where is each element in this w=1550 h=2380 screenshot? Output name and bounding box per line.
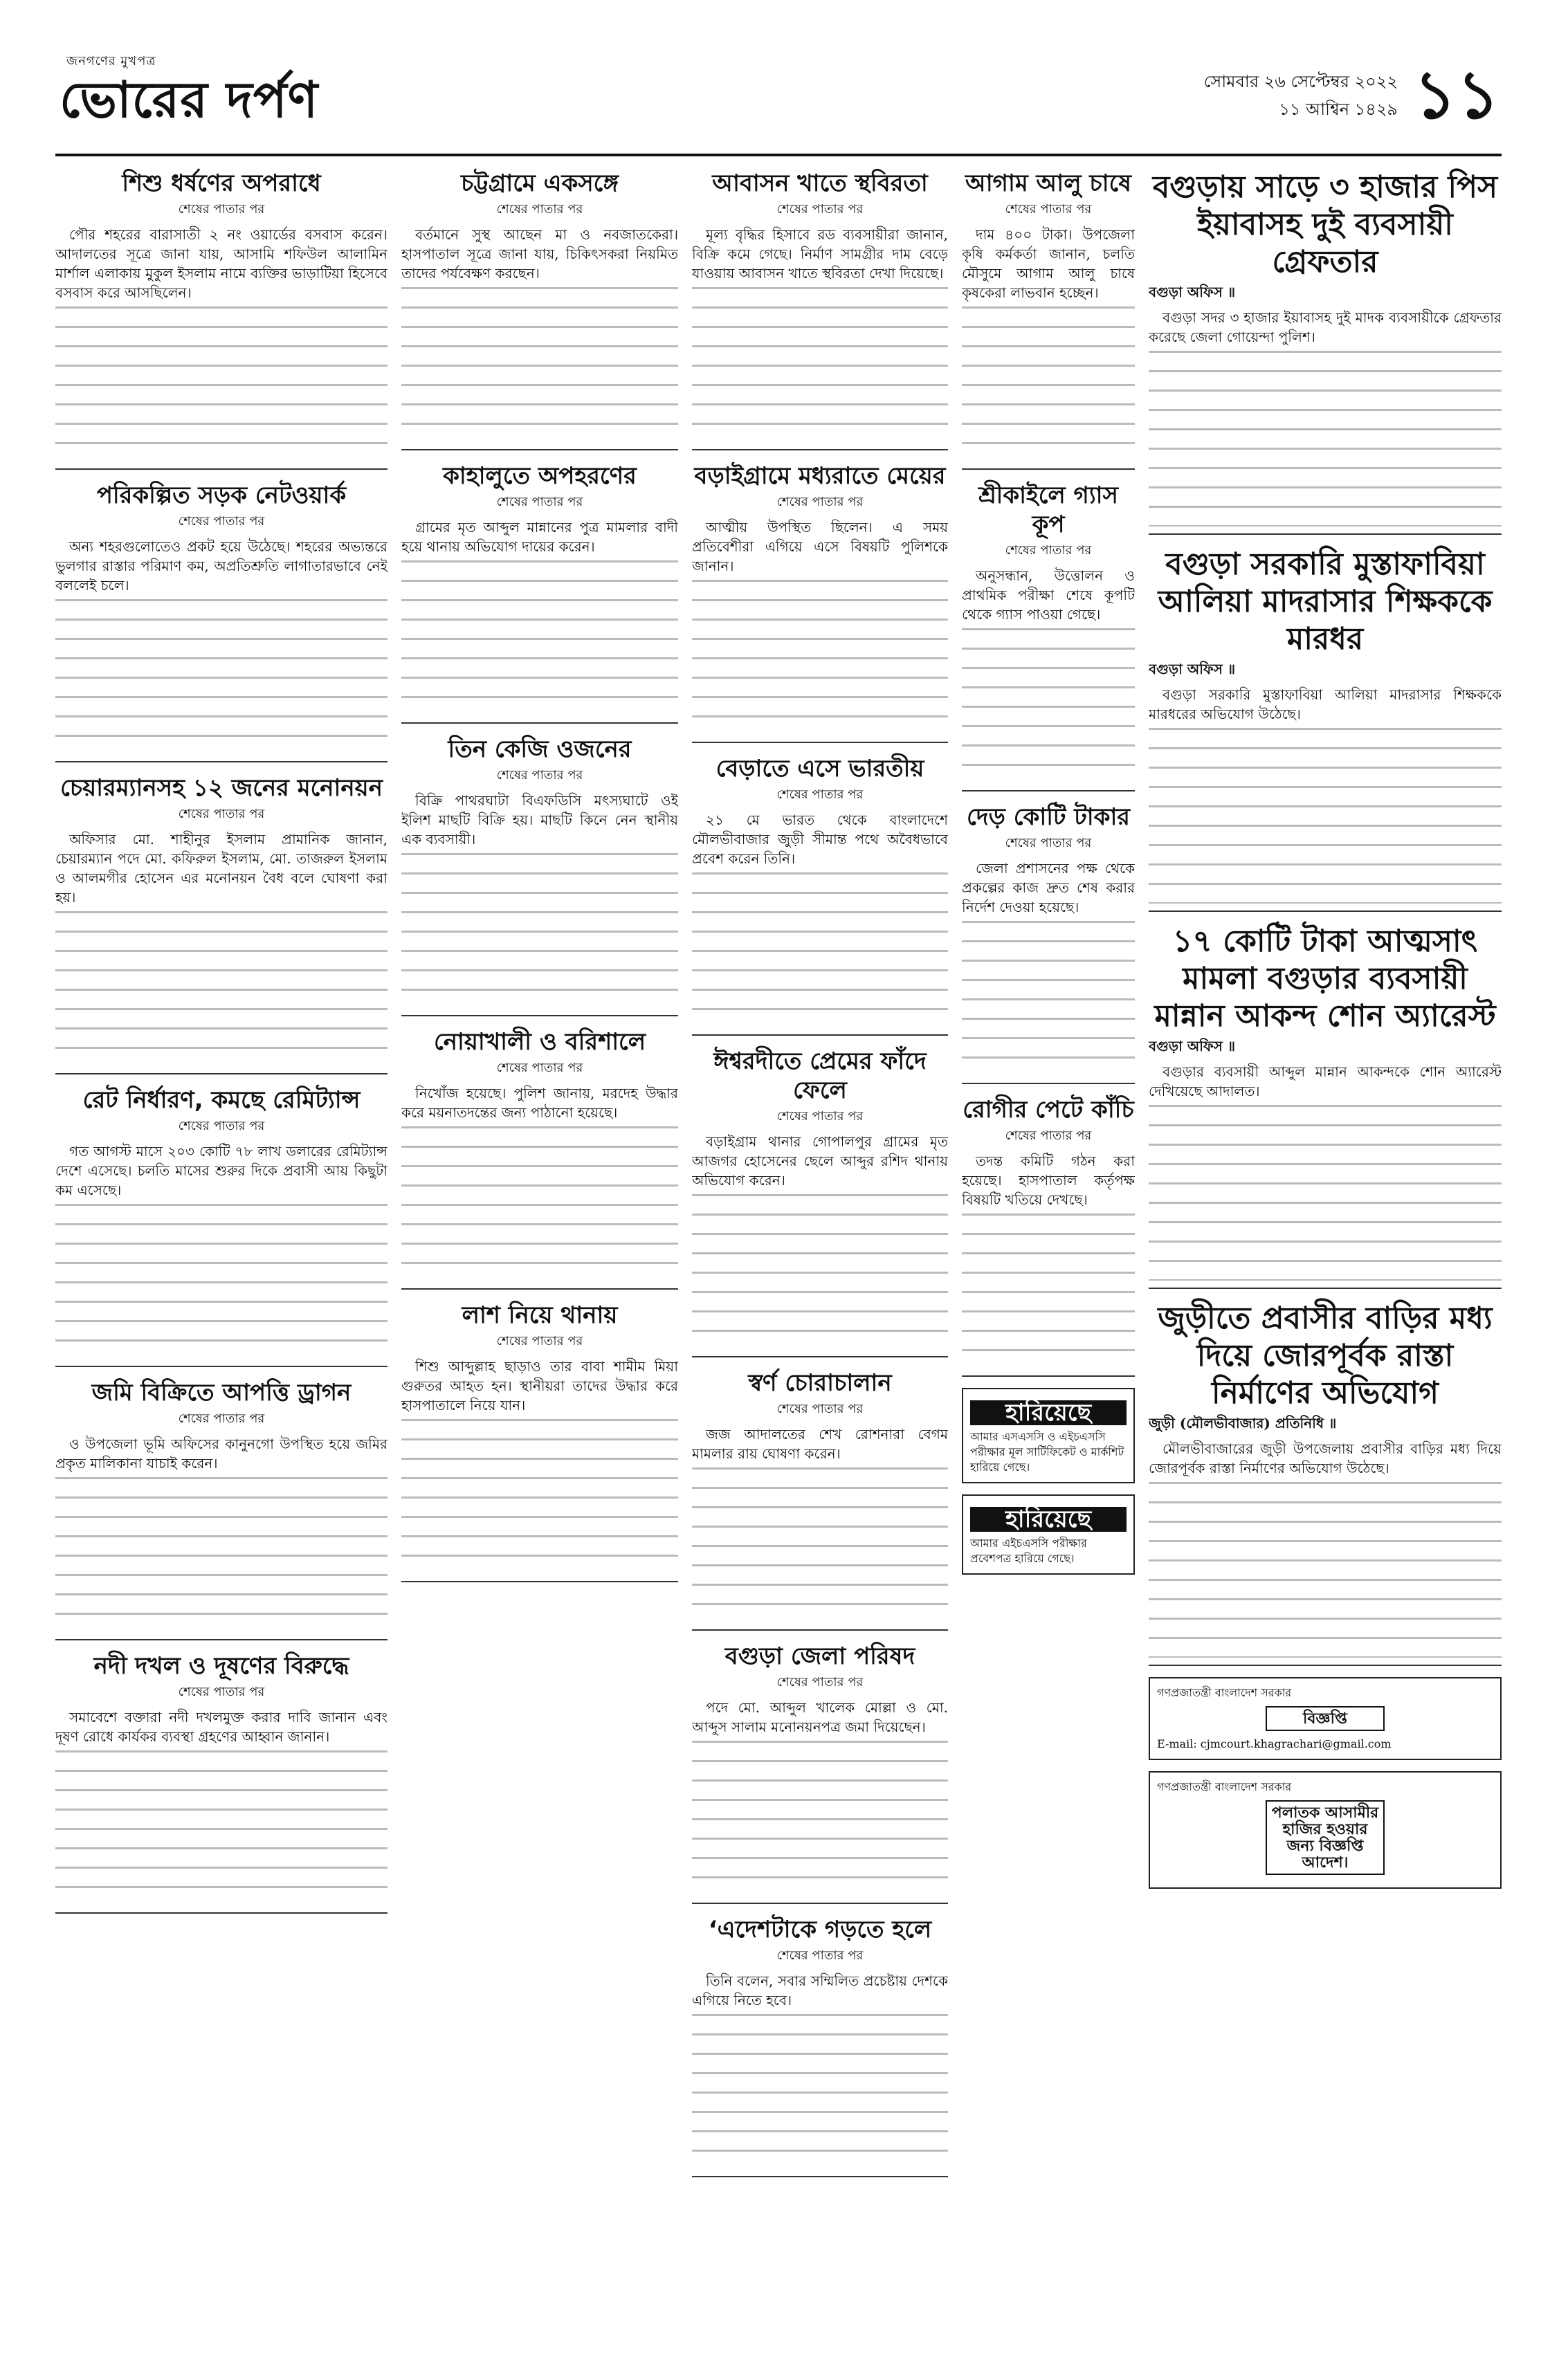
news-story xyxy=(55,1651,388,1914)
story-body: ও উপজেলা ভূমি অফিসের কানুনগো উপস্থিত হয়ে জমির প্রকৃত মালিকানা যাচাই করেন। xyxy=(55,1436,388,1472)
story-text-lines xyxy=(962,1209,1135,1368)
story-jump-line: শেষের পাতার পর xyxy=(776,1402,864,1416)
ad-heading: গণপ্রজাতন্ত্রী বাংলাদেশ সরকার xyxy=(1157,1780,1292,1793)
story-headline: কাহালুতে অপহরণের xyxy=(443,462,637,490)
story-jump-line: শেষের পাতার পর xyxy=(178,202,265,217)
story-body: পদে মো. আব্দুল খালেক মোল্লা ও মো. আব্দুস সালাম মনোনয়নপত্র জমা দিয়েছেন। xyxy=(692,1699,948,1735)
news-story xyxy=(962,803,1135,1084)
news-story xyxy=(692,1642,948,1904)
story-headline: পরিকল্পিত সড়ক নেটওয়ার্ক xyxy=(96,482,347,509)
story-byline: বগুড়া অফিস ॥ xyxy=(1149,1038,1236,1054)
news-story xyxy=(692,1368,948,1631)
story-body: বগুড়ার ব্যবসায়ী আব্দুল মান্নান আকন্দকে শোন অ্যারেস্ট দেখিয়েছে আদালত। xyxy=(1149,1063,1502,1099)
column-2 xyxy=(401,166,678,2318)
news-story xyxy=(1149,923,1502,1289)
story-text-lines xyxy=(55,302,388,461)
news-story xyxy=(401,1027,678,1290)
story-headline: রোগীর পেটে কাঁচি xyxy=(963,1096,1134,1124)
story-body: জেলা প্রশাসনের পক্ষ থেকে প্রকল্পের কাজ দ্রুত শেষ করার নির্দেশ দেওয়া হয়েছে। xyxy=(962,860,1135,915)
story-text-lines xyxy=(55,1200,388,1359)
story-body: নিখোঁজ হয়েছে। পুলিশ জানায়, মরদেহ উদ্ধার করে ময়নাতদন্তের জন্য পাঠানো হয়েছে। xyxy=(401,1085,678,1121)
story-headline: তিন কেজি ওজনের xyxy=(448,735,632,763)
news-story xyxy=(55,481,388,762)
news-story xyxy=(692,1915,948,2177)
story-body: গত আগস্ট মাসে ২০৩ কোটি ৭৮ লাখ ডলারের রেমিট্যান্স দেশে এসেছে। চলতি মাসের শুরুর দিকে প্রবাসী আয় কিছুটা কম এসেছে। xyxy=(55,1143,388,1198)
story-body: অফিসার মো. শাহীনুর ইসলাম প্রামানিক জানান, চেয়ারম্যান পদে মো. কফিরুল ইসলাম, মো. তাজরুল ইসলাম ও আলমগীর হোসেন এর মনোনয়ন বৈধ বলে ঘোষণা করা হয়। xyxy=(55,831,388,906)
story-jump-line: শেষের পাতার পর xyxy=(776,495,864,509)
classified-ad xyxy=(1149,1677,1502,1760)
story-text-lines xyxy=(401,556,678,715)
dateline xyxy=(1204,68,1398,123)
story-body: ২১ মে ভারত থেকে বাংলাদেশে মৌলভীবাজার জুড়ী সীমান্ত পথে অবৈধভাবে প্রবেশ করেন তিনি। xyxy=(692,812,948,867)
story-text-lines xyxy=(692,868,948,1027)
story-jump-line: শেষের পাতার পর xyxy=(776,1109,864,1124)
story-body: মৌলভীবাজারের জুড়ী উপজেলায় প্রবাসীর বাড়ির মধ্য দিয়ে জোরপূর্বক রাস্তা নির্মাণের অভিযোগ উঠেছে। xyxy=(1149,1440,1502,1476)
story-body: বর্তমানে সুস্থ আছেন মা ও নবজাতকেরা। হাসপাতাল সূত্রে জানা যায়, চিকিৎসকরা নিয়মিত তাদের পর্যবেক্ষণ করছেন। xyxy=(401,226,678,282)
ad-notice: বিজ্ঞপ্তি xyxy=(1266,1706,1385,1731)
classified-ad xyxy=(962,1494,1135,1575)
story-jump-line: শেষের পাতার পর xyxy=(1005,202,1092,217)
story-jump-line: শেষের পাতার পর xyxy=(496,495,583,509)
story-headline: বড়াইগ্রামে মধ্যরাতে মেয়ের xyxy=(694,462,946,490)
story-text-lines xyxy=(1149,724,1502,904)
news-story xyxy=(1149,546,1502,912)
ad-email: E-mail: cjmcourt.khagrachari@gmail.com xyxy=(1157,1737,1392,1750)
classified-ad xyxy=(962,1388,1135,1483)
masthead xyxy=(55,50,1502,156)
ad-text: আমার এসএসসি ও এইচএসসি পরীক্ষার মূল সার্টিফিকেট ও মার্কশিট হারিয়ে গেছে। xyxy=(970,1430,1124,1474)
story-jump-line: শেষের পাতার পর xyxy=(1005,543,1092,558)
story-body: তদন্ত কমিটি গঠন করা হয়েছে। হাসপাতাল কর্তৃপক্ষ বিষয়টি খতিয়ে দেখছে। xyxy=(962,1153,1135,1208)
story-jump-line: শেষের পাতার পর xyxy=(178,1119,265,1133)
story-text-lines xyxy=(692,1737,948,1896)
story-text-lines xyxy=(692,2010,948,2169)
news-story xyxy=(401,1301,678,1582)
story-body: পৌর শহরের বারাসাতী ২ নং ওয়ার্ডের বসবাস করেন। আদালতের সূত্রে জানা যায়, আসামি শফিউল আলামিন মার্শাল এলাকায় মুকুল ইসলাম নামে ব্যক্তির ভাড়াটিয়া হিসেবে বসবাস করে আসছিলেন। xyxy=(55,226,388,301)
story-text-lines xyxy=(1149,1478,1502,1658)
column-3 xyxy=(692,166,948,2318)
story-body: মূল্য বৃদ্ধির হিসাবে রড ব্যবসায়ীরা জানান, বিক্রি কমে গেছে। নির্মাণ সামগ্রীর দাম বেড়ে যাওয়ায় আবাসন খাতে স্থবিরতা দেখা দিয়েছে। xyxy=(692,226,948,282)
story-body: জজ আদালতের শেখ রোশনারা বেগম মামলার রায় ঘোষণা করেন। xyxy=(692,1426,948,1462)
date-line-2: ১১ আশ্বিন ১৪২৯ xyxy=(1279,100,1398,119)
story-jump-line: শেষের পাতার পর xyxy=(496,1334,583,1348)
story-jump-line: শেষের পাতার পর xyxy=(496,1061,583,1075)
story-body: বিক্রি পাথরঘাটা বিএফডিসি মৎস্যঘাটে ওই ইলিশ মাছটি বিক্রি হয়। মাছটি কিনে নেন স্থানীয় এক ব্যবসায়ী। xyxy=(401,792,678,848)
ad-notice: পলাতক আসামীর হাজির হওয়ার জন্য বিজ্ঞপ্তি আদেশ। xyxy=(1266,1800,1385,1875)
story-body: দাম ৪০০ টাকা। উপজেলা কৃষি কর্মকর্তা জানান, চলতি মৌসুমে আগাম আলু চাষে কৃষকেরা লাভবান হচ্ছেন। xyxy=(962,226,1135,301)
story-headline: দেড় কোটি টাকার xyxy=(966,803,1131,831)
story-text-lines xyxy=(55,1473,388,1632)
news-story xyxy=(692,461,948,743)
story-jump-line: শেষের পাতার পর xyxy=(776,787,864,802)
news-story xyxy=(55,1086,388,1367)
news-story xyxy=(692,169,948,450)
story-body: বড়াইগ্রাম থানার গোপালপুর গ্রামের মৃত আজগর হোসেনের ছেলে আব্দুর রশিদ থানায় অভিযোগ করেন। xyxy=(692,1133,948,1189)
story-headline: বেড়াতে এসে ভারতীয় xyxy=(715,755,924,782)
story-text-lines xyxy=(401,1415,678,1574)
story-headline: শিশু ধর্ষণের অপরাধে xyxy=(122,170,321,197)
story-headline: চট্টগ্রামে একসঙ্গে xyxy=(461,170,619,197)
news-story xyxy=(692,1047,948,1357)
story-text-lines xyxy=(55,907,388,1066)
story-headline: স্বর্ণ চোরাচালান xyxy=(748,1369,892,1397)
story-jump-line: শেষের পাতার পর xyxy=(776,202,864,217)
story-headline: ১৭ কোটি টাকা আত্মসাৎ মামলা বগুড়ার ব্যবসায়ী মান্নান আকন্দ শোন অ্যারেস্ট xyxy=(1154,924,1496,1034)
story-byline: জুড়ী (মৌলভীবাজার) প্রতিনিধি ॥ xyxy=(1149,1415,1337,1431)
news-story xyxy=(55,1378,388,1640)
story-headline: লাশ নিয়ে থানায় xyxy=(462,1301,618,1329)
story-headline: শ্রীকাইলে গ্যাস কূপ xyxy=(978,482,1118,538)
story-text-lines xyxy=(55,595,388,754)
news-story xyxy=(962,481,1135,791)
story-headline: ঈশ্বরদীতে প্রেমের ফাঁদে ফেলে xyxy=(713,1047,927,1104)
story-byline: বগুড়া অফিস ॥ xyxy=(1149,661,1236,677)
news-story xyxy=(401,461,678,724)
story-headline: নদী দখল ও দূষণের বিরুদ্ধে xyxy=(93,1652,349,1680)
story-headline: চেয়ারম্যানসহ ১২ জনের মনোনয়ন xyxy=(60,774,383,802)
news-story xyxy=(962,169,1135,470)
story-headline: জমি বিক্রিতে আপত্তি ড্রাগন xyxy=(91,1379,352,1407)
news-story xyxy=(1149,1300,1502,1666)
column-5 xyxy=(1149,166,1502,2318)
column-4 xyxy=(962,166,1135,2318)
story-text-lines xyxy=(962,624,1135,783)
story-headline: রেট নির্ধারণ, কমছে রেমিট্যান্স xyxy=(82,1086,361,1114)
story-headline: বগুড়া সরকারি মুস্তাফাবিয়া আলিয়া মাদরাসার শিক্ষককে মারধর xyxy=(1158,547,1493,657)
news-story xyxy=(401,169,678,450)
story-body: বগুড়া সরকারি মুস্তাফাবিয়া আলিয়া মাদরাসার শিক্ষককে মারধরের অভিযোগ উঠেছে। xyxy=(1149,686,1502,722)
story-jump-line: শেষের পাতার পর xyxy=(178,514,265,529)
news-story xyxy=(692,754,948,1036)
story-jump-line: শেষের পাতার পর xyxy=(1005,836,1092,850)
news-story xyxy=(401,735,678,1016)
story-body: সমাবেশে বক্তারা নদী দখলমুক্ত করার দাবি জানান এবং দূষণ রোধে কার্যকর ব্যবস্থা গ্রহণের আহ্বান জানান। xyxy=(55,1709,388,1745)
story-text-lines xyxy=(1149,1101,1502,1281)
story-text-lines xyxy=(401,283,678,442)
ad-heading: গণপ্রজাতন্ত্রী বাংলাদেশ সরকার xyxy=(1157,1686,1292,1699)
story-text-lines xyxy=(692,283,948,442)
story-body: আত্মীয় উপস্থিত ছিলেন। এ সময় প্রতিবেশীরা এগিয়ে এসে বিষয়টি পুলিশকে জানান। xyxy=(692,519,948,574)
story-jump-line: শেষের পাতার পর xyxy=(496,768,583,782)
story-body: শিশু আব্দুল্লাহ ছাড়াও তার বাবা শামীম মিয়া গুরুতর আহত হন। স্থানীয়রা তাদের উদ্ধার করে হাসপাতালে নিয়ে যান। xyxy=(401,1358,678,1413)
story-body: অনুসন্ধান, উত্তোলন ও প্রাথমিক পরীক্ষা শেষে কূপটি থেকে গ্যাস পাওয়া গেছে। xyxy=(962,567,1135,623)
column-1 xyxy=(55,166,388,2318)
ad-title: হারিয়েছে xyxy=(970,1507,1127,1532)
story-body: বগুড়া সদর ৩ হাজার ইয়াবাসহ দুই মাদক ব্যবসায়ীকে গ্রেফতার করেছে জেলা গোয়েন্দা পুলিশ। xyxy=(1149,309,1502,345)
story-jump-line: শেষের পাতার পর xyxy=(178,807,265,821)
story-body: গ্রামের মৃত আব্দুল মান্নানের পুত্র মামলার বাদী হয়ে থানায় অভিযোগ দায়ের করেন। xyxy=(401,519,678,555)
newspaper-logo xyxy=(60,54,319,145)
page-number: ১১ xyxy=(1413,56,1500,134)
story-headline: ‘এদেশটাকে গড়তে হলে xyxy=(708,1916,932,1943)
story-text-lines xyxy=(55,1746,388,1905)
story-headline: বগুড়া জেলা পরিষদ xyxy=(724,1642,915,1670)
story-jump-line: শেষের পাতার পর xyxy=(496,202,583,217)
story-body: অন্য শহরগুলোতেও প্রকট হয়ে উঠেছে। শহরের অভ্যন্তরে ভুলগার রাস্তার পরিমাণ কম, অপ্রতিশ্রুতি লাগাতারভাবে নেই বললেই চলে। xyxy=(55,538,388,594)
story-jump-line: শেষের পাতার পর xyxy=(178,1685,265,1699)
story-byline: বগুড়া অফিস ॥ xyxy=(1149,284,1236,300)
story-jump-line: শেষের পাতার পর xyxy=(178,1411,265,1426)
story-text-lines xyxy=(962,917,1135,1076)
date-line-1: সোমবার ২৬ সেপ্টেম্বর ২০২২ xyxy=(1203,72,1398,91)
story-headline: আগাম আলু চাষে xyxy=(965,170,1131,197)
story-text-lines xyxy=(692,1190,948,1349)
story-text-lines xyxy=(692,576,948,735)
news-story xyxy=(55,774,388,1074)
ad-text: আমার এইচএসসি পরীক্ষার প্রবেশপত্র হারিয়ে গেছে। xyxy=(970,1537,1087,1565)
story-headline: নোয়াখালী ও বরিশালে xyxy=(433,1028,646,1056)
story-jump-line: শেষের পাতার পর xyxy=(1005,1128,1092,1143)
story-body: তিনি বলেন, সবার সম্মিলিত প্রচেষ্টায় দেশকে এগিয়ে নিতে হবে। xyxy=(692,1972,948,2008)
classified-ad xyxy=(1149,1771,1502,1889)
news-story xyxy=(1149,169,1502,535)
story-text-lines xyxy=(962,302,1135,461)
story-text-lines xyxy=(401,849,678,1008)
story-text-lines xyxy=(401,1122,678,1281)
story-jump-line: শেষের পাতার পর xyxy=(776,1675,864,1690)
logo-text: ভোরের দর্পণ xyxy=(60,71,319,129)
story-headline: বগুড়ায় সাড়ে ৩ হাজার পিস ইয়াবাসহ দুই ব্যবসায়ী গ্রেফতার xyxy=(1152,170,1498,280)
story-text-lines xyxy=(692,1463,948,1622)
story-jump-line: শেষের পাতার পর xyxy=(776,1948,864,1963)
story-headline: আবাসন খাতে স্থবিরতা xyxy=(712,170,928,197)
story-text-lines xyxy=(1149,347,1502,527)
news-story xyxy=(962,1095,1135,1377)
tagline: জনগণের মুখপত্র xyxy=(66,54,156,68)
story-headline: জুড়ীতে প্রবাসীর বাড়ির মধ্য দিয়ে জোরপূর্বক রাস্তা নির্মাণের অভিযোগ xyxy=(1158,1301,1493,1411)
ad-title: হারিয়েছে xyxy=(970,1400,1127,1425)
news-story xyxy=(55,169,388,470)
